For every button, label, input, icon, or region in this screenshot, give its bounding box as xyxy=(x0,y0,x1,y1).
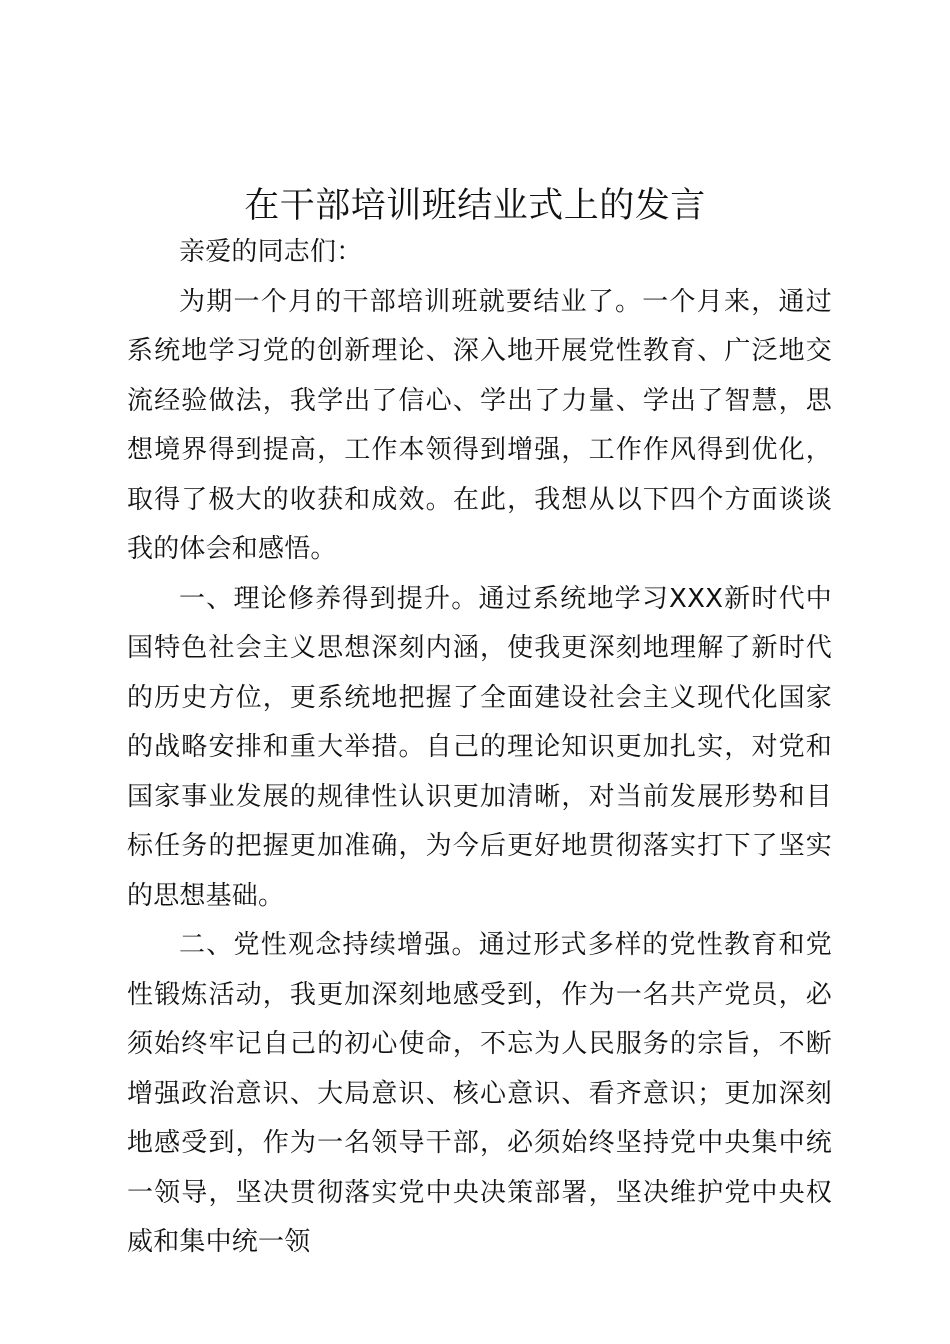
section-two-paragraph: 二、党性观念持续增强。通过形式多样的党性教育和党性锻炼活动，我更加深刻地感受到，作为一名共产党员，必须始终牢记自己的初心使命，不忘为人民服务的宗旨，不断增强政治意识、大局意识、核心意识、看齐意识；更加深刻地感受到，作为一名领导干部，必须始终坚持党中央集中统一领导，坚决贯彻落实党中央决策部署，坚决维护党中央权威和集中统一领 xyxy=(127,930,832,1257)
section-one-paragraph: 一、理论修养得到提升。通过系统地学习XXX新时代中国特色社会主义思想深刻内涵，使我更深刻地理解了新时代的历史方位，更系统地把握了全面建设社会主义现代化国家的战略安排和重大举措。自己的理论知识更加扎实，对党和国家事业发展的规律性认识更加清晰，对当前发展形势和目标任务的把握更加准确，为今后更好地贯彻落实打下了坚实的思想基础。 xyxy=(127,583,832,911)
document-body xyxy=(127,228,832,1268)
salutation-paragraph: 亲爱的同志们： xyxy=(179,237,363,267)
document-title: 在干部培训班结业式上的发言 xyxy=(244,186,706,226)
intro-paragraph: 为期一个月的干部培训班就要结业了。一个月来，通过系统地学习党的创新理论、深入地开展党性教育、广泛地交流经验做法，我学出了信心、学出了力量、学出了智慧，思想境界得到提高，工作本领得到增强，工作作风得到优化，取得了极大的收获和成效。在此，我想从以下四个方面谈谈我的体会和感悟。 xyxy=(127,286,832,564)
